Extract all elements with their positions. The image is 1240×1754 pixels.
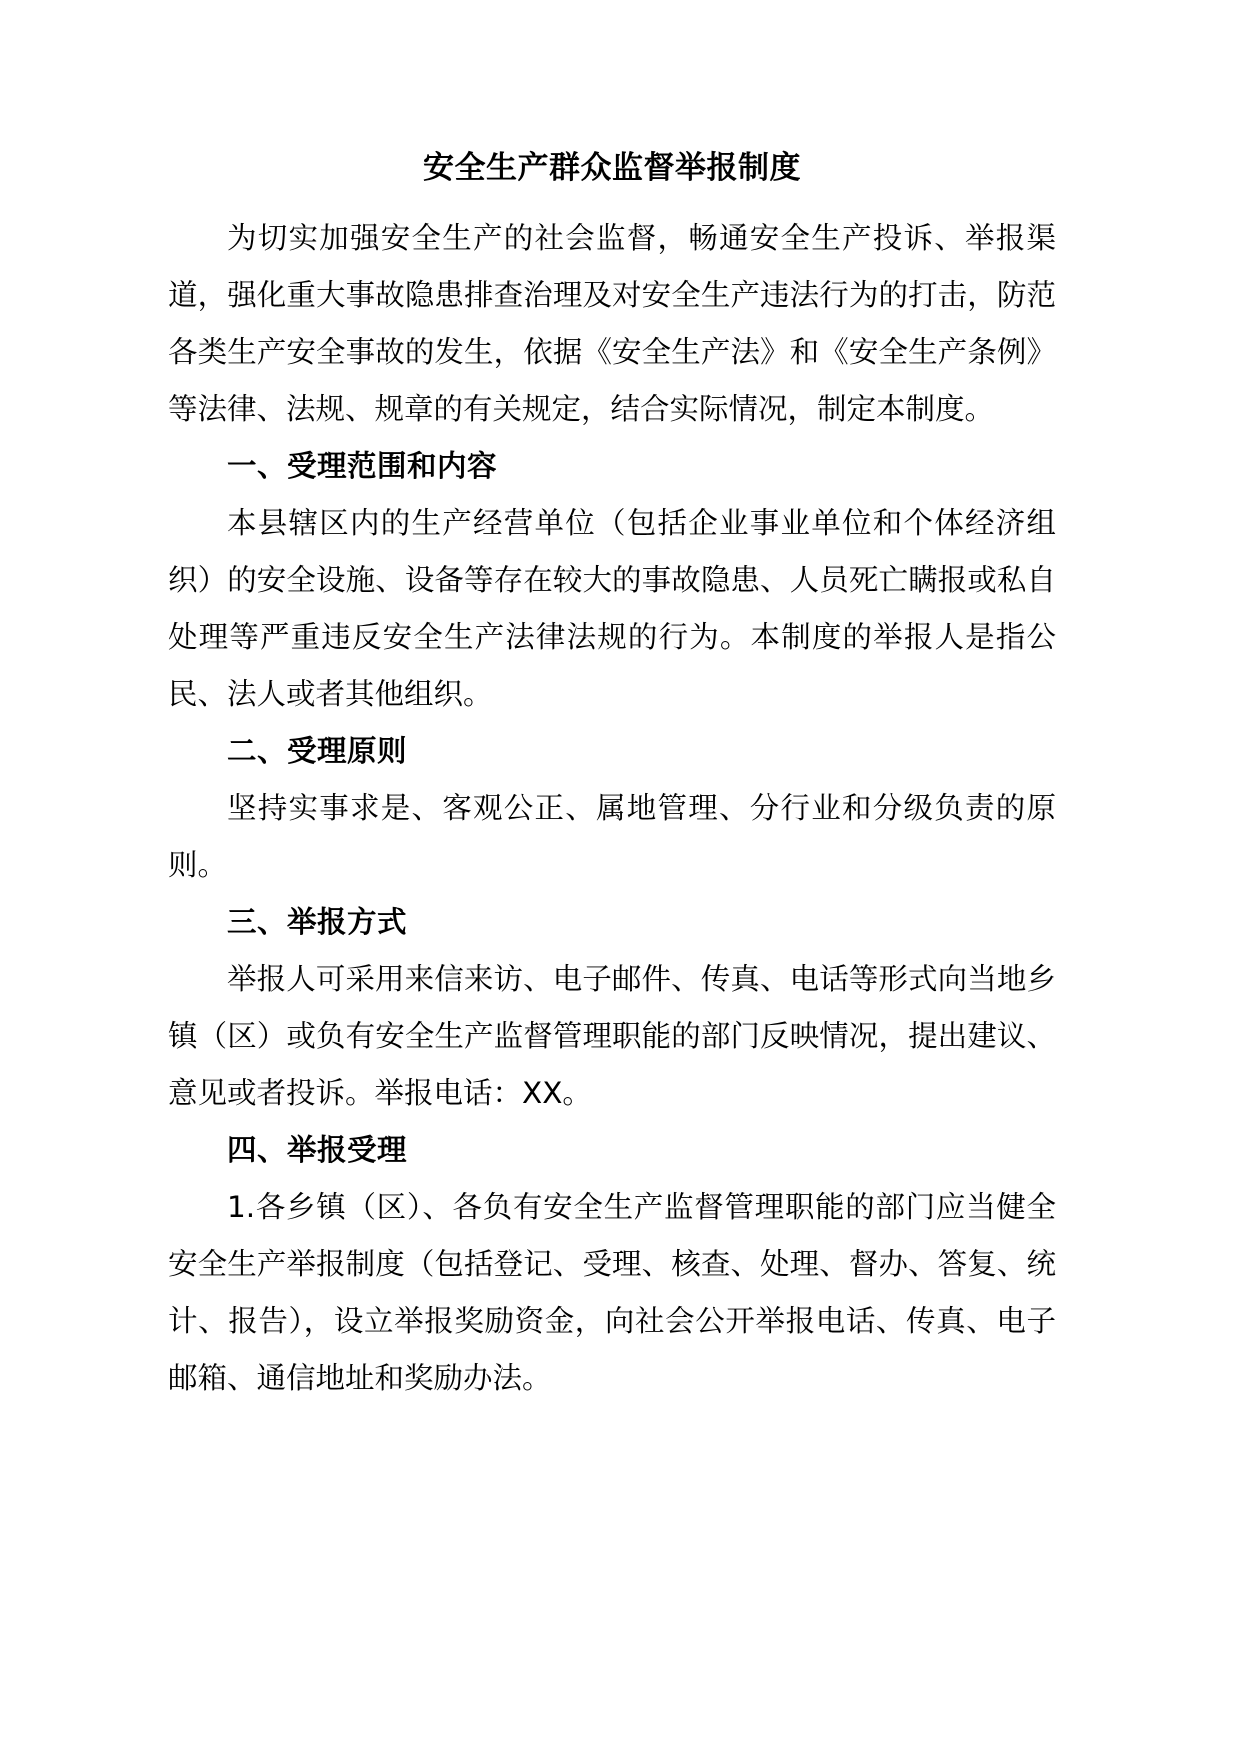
section-heading-2: 二、受理原则	[227, 734, 408, 769]
section-body-4: 1.各乡镇（区）、各负有安全生产监督管理职能的部门应当健全安全生产举报制度（包括登记、受理、核查、处理、督办、答复、统计、报告），设立举报奖励资金，向社会公开举报电话、传真、电子邮箱、通信地址和奖励办法。	[168, 1190, 1056, 1396]
document-title: 安全生产群众监督举报制度	[423, 150, 801, 186]
section-body-1: 本县辖区内的生产经营单位（包括企业事业单位和个体经济组织）的安全设施、设备等存在较大的事故隐患、人员死亡瞒报或私自处理等严重违反安全生产法律法规的行为。本制度的举报人是指公民、法人或者其他组织。	[168, 506, 1056, 712]
section-heading-1: 一、受理范围和内容	[227, 449, 498, 484]
document-content	[168, 0, 1056, 1407]
preamble-paragraph: 为切实加强安全生产的社会监督，畅通安全生产投诉、举报渠道，强化重大事故隐患排查治理及对安全生产违法行为的打击，防范各类生产安全事故的发生，依据《安全生产法》和《安全生产条例》等法律、法规、规章的有关规定，结合实际情况，制定本制度。	[168, 221, 1056, 427]
section-body-2: 坚持实事求是、客观公正、属地管理、分行业和分级负责的原则。	[168, 791, 1056, 883]
section-heading-3: 三、举报方式	[227, 905, 408, 940]
section-heading-4: 四、举报受理	[227, 1133, 408, 1168]
section-body-3: 举报人可采用来信来访、电子邮件、传真、电话等形式向当地乡镇（区）或负有安全生产监督管理职能的部门反映情况，提出建议、意见或者投诉。举报电话：XX。	[168, 962, 1056, 1111]
